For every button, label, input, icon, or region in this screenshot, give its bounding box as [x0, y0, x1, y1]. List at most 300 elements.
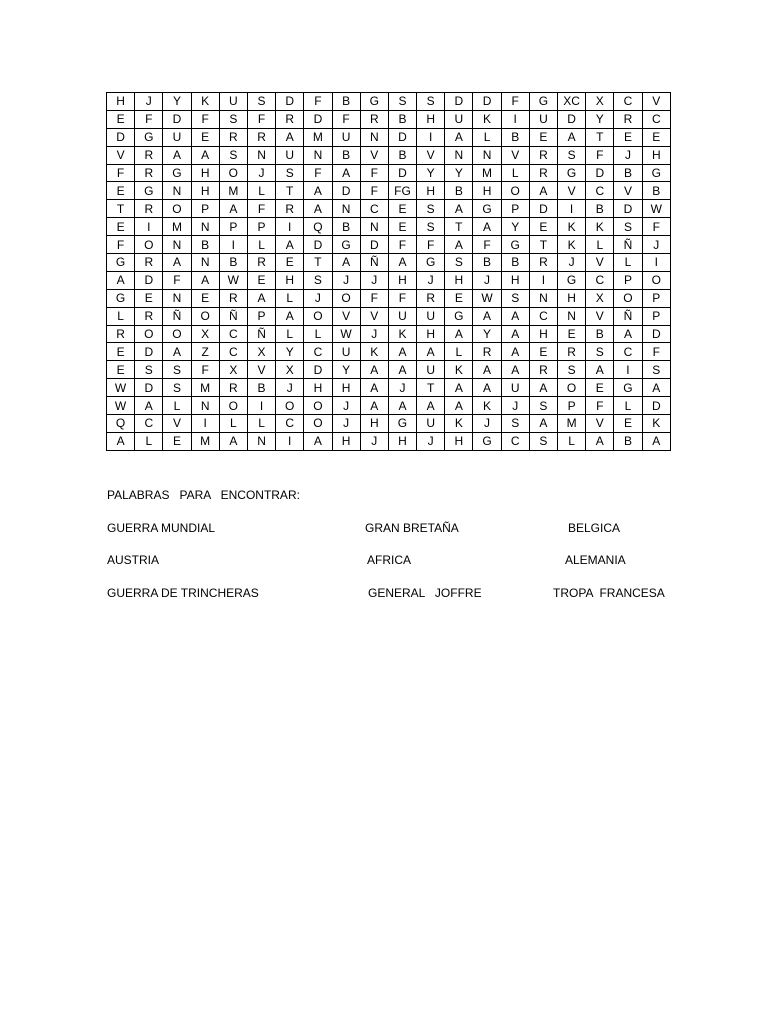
grid-cell: F	[388, 236, 416, 254]
grid-cell: S	[417, 93, 445, 111]
grid-cell: K	[473, 110, 501, 128]
grid-cell: R	[360, 110, 388, 128]
grid-cell: N	[332, 200, 360, 218]
grid-row	[107, 182, 671, 200]
grid-cell: B	[586, 200, 614, 218]
grid-cell: L	[586, 236, 614, 254]
grid-cell: C	[586, 271, 614, 289]
grid-cell: A	[332, 254, 360, 272]
grid-cell: A	[473, 361, 501, 379]
grid-cell: U	[445, 110, 473, 128]
grid-cell: N	[529, 289, 557, 307]
grid-cell: D	[135, 271, 163, 289]
grid-cell: R	[247, 128, 275, 146]
grid-cell: A	[360, 361, 388, 379]
grid-cell: A	[473, 307, 501, 325]
grid-cell: A	[445, 379, 473, 397]
word-gran-bretana: GRAN BRETAÑA	[365, 521, 459, 535]
grid-cell: A	[388, 361, 416, 379]
grid-cell: G	[135, 128, 163, 146]
words-heading: PALABRAS PARA ENCONTRAR:	[107, 488, 300, 502]
grid-cell: Y	[445, 164, 473, 182]
grid-cell: D	[360, 236, 388, 254]
grid-cell: I	[247, 397, 275, 415]
word-tropa-francesa: TROPA FRANCESA	[553, 586, 665, 600]
grid-cell: T	[586, 128, 614, 146]
grid-cell: A	[529, 415, 557, 433]
grid-cell: I	[417, 128, 445, 146]
grid-cell: G	[501, 236, 529, 254]
grid-cell: Ñ	[219, 307, 247, 325]
grid-cell: V	[558, 182, 586, 200]
grid-cell: U	[219, 93, 247, 111]
grid-cell: E	[614, 415, 642, 433]
grid-cell: O	[163, 325, 191, 343]
grid-cell: V	[107, 146, 135, 164]
grid-cell: G	[614, 379, 642, 397]
grid-cell: E	[445, 289, 473, 307]
grid-cell: G	[529, 93, 557, 111]
grid-cell: U	[417, 361, 445, 379]
grid-cell: H	[332, 432, 360, 450]
grid-cell: E	[191, 289, 219, 307]
grid-cell: X	[276, 361, 304, 379]
grid-cell: B	[473, 254, 501, 272]
grid-cell: R	[247, 254, 275, 272]
grid-cell: J	[360, 325, 388, 343]
grid-cell: R	[276, 110, 304, 128]
grid-cell: R	[473, 343, 501, 361]
grid-row	[107, 254, 671, 272]
grid-cell: A	[163, 343, 191, 361]
grid-cell: A	[360, 379, 388, 397]
grid-cell: A	[586, 432, 614, 450]
grid-cell: D	[135, 379, 163, 397]
grid-cell: XC	[558, 93, 586, 111]
grid-cell: J	[304, 289, 332, 307]
grid-cell: D	[163, 110, 191, 128]
grid-cell: A	[417, 397, 445, 415]
grid-cell: A	[135, 397, 163, 415]
grid-cell: E	[529, 128, 557, 146]
grid-cell: S	[529, 432, 557, 450]
grid-row	[107, 200, 671, 218]
grid-cell: A	[642, 379, 670, 397]
grid-cell: J	[332, 271, 360, 289]
grid-cell: J	[360, 271, 388, 289]
grid-cell: H	[191, 164, 219, 182]
grid-cell: Q	[304, 218, 332, 236]
grid-cell: S	[529, 397, 557, 415]
grid-cell: O	[501, 182, 529, 200]
grid-cell: N	[247, 432, 275, 450]
grid-cell: F	[586, 146, 614, 164]
grid-cell: G	[107, 254, 135, 272]
grid-cell: H	[388, 432, 416, 450]
grid-cell: E	[107, 182, 135, 200]
grid-cell: C	[304, 343, 332, 361]
grid-cell: B	[501, 254, 529, 272]
word-austria: AUSTRIA	[107, 553, 160, 567]
grid-cell: I	[135, 218, 163, 236]
grid-cell: E	[558, 325, 586, 343]
grid-cell: H	[191, 182, 219, 200]
grid-cell: G	[163, 164, 191, 182]
grid-cell: T	[417, 379, 445, 397]
grid-cell: H	[642, 146, 670, 164]
grid-cell: B	[586, 325, 614, 343]
word-alemania: ALEMANIA	[565, 553, 626, 567]
grid-cell: D	[558, 110, 586, 128]
grid-cell: K	[558, 218, 586, 236]
grid-cell: S	[445, 254, 473, 272]
grid-cell: O	[276, 397, 304, 415]
grid-cell: Z	[191, 343, 219, 361]
grid-cell: M	[191, 432, 219, 450]
grid-cell: H	[417, 182, 445, 200]
grid-cell: L	[501, 164, 529, 182]
grid-cell: E	[163, 432, 191, 450]
grid-cell: F	[501, 93, 529, 111]
grid-cell: V	[332, 307, 360, 325]
grid-cell: R	[135, 146, 163, 164]
grid-cell: P	[247, 218, 275, 236]
grid-cell: B	[332, 146, 360, 164]
grid-cell: B	[332, 93, 360, 111]
grid-cell: Ñ	[163, 307, 191, 325]
grid-cell: C	[219, 343, 247, 361]
grid-cell: J	[417, 432, 445, 450]
grid-row	[107, 432, 671, 450]
grid-cell: C	[219, 325, 247, 343]
grid-cell: C	[614, 343, 642, 361]
grid-cell: A	[445, 200, 473, 218]
grid-cell: D	[276, 93, 304, 111]
grid-cell: F	[360, 182, 388, 200]
grid-cell: C	[135, 415, 163, 433]
grid-cell: A	[276, 307, 304, 325]
grid-cell: N	[163, 289, 191, 307]
grid-cell: I	[501, 110, 529, 128]
grid-cell: S	[135, 361, 163, 379]
grid-cell: I	[276, 432, 304, 450]
grid-cell: V	[586, 415, 614, 433]
grid-cell: D	[614, 200, 642, 218]
grid-cell: P	[501, 200, 529, 218]
grid-cell: V	[247, 361, 275, 379]
grid-cell: A	[529, 379, 557, 397]
grid-cell: P	[219, 218, 247, 236]
grid-cell: A	[642, 432, 670, 450]
grid-cell: Y	[276, 343, 304, 361]
grid-cell: B	[445, 182, 473, 200]
grid-cell: A	[247, 289, 275, 307]
grid-cell: Y	[473, 325, 501, 343]
grid-cell: X	[247, 343, 275, 361]
grid-row	[107, 218, 671, 236]
grid-cell: J	[642, 236, 670, 254]
grid-row	[107, 361, 671, 379]
grid-cell: H	[332, 379, 360, 397]
grid-cell: N	[163, 182, 191, 200]
grid-cell: H	[417, 110, 445, 128]
grid-cell: M	[558, 415, 586, 433]
grid-cell: J	[501, 397, 529, 415]
grid-cell: W	[332, 325, 360, 343]
grid-cell: L	[304, 325, 332, 343]
grid-cell: J	[388, 379, 416, 397]
grid-cell: P	[558, 397, 586, 415]
grid-cell: P	[191, 200, 219, 218]
grid-cell: M	[473, 164, 501, 182]
grid-cell: X	[586, 93, 614, 111]
grid-cell: D	[388, 128, 416, 146]
grid-cell: L	[219, 415, 247, 433]
grid-cell: R	[107, 325, 135, 343]
grid-cell: A	[445, 397, 473, 415]
grid-cell: O	[219, 164, 247, 182]
grid-cell: B	[219, 254, 247, 272]
grid-cell: K	[586, 218, 614, 236]
grid-cell: R	[529, 164, 557, 182]
grid-cell: X	[586, 289, 614, 307]
grid-cell: D	[529, 200, 557, 218]
grid-row	[107, 379, 671, 397]
grid-cell: A	[191, 271, 219, 289]
grid-cell: F	[247, 200, 275, 218]
grid-cell: V	[642, 93, 670, 111]
grid-cell: G	[558, 271, 586, 289]
grid-cell: J	[417, 271, 445, 289]
grid-cell: H	[529, 325, 557, 343]
grid-row	[107, 93, 671, 111]
grid-cell: I	[642, 254, 670, 272]
grid-cell: A	[501, 343, 529, 361]
grid-cell: V	[586, 307, 614, 325]
grid-cell: F	[332, 110, 360, 128]
grid-cell: E	[388, 218, 416, 236]
grid-cell: G	[332, 236, 360, 254]
grid-cell: L	[276, 325, 304, 343]
grid-cell: B	[388, 110, 416, 128]
grid-cell: F	[191, 110, 219, 128]
grid-cell: A	[360, 397, 388, 415]
grid-cell: C	[276, 415, 304, 433]
grid-cell: A	[219, 432, 247, 450]
grid-cell: Ñ	[360, 254, 388, 272]
grid-cell: A	[304, 432, 332, 450]
word-guerra-de-trincheras: GUERRA DE TRINCHERAS	[107, 586, 259, 600]
grid-cell: C	[529, 307, 557, 325]
grid-cell: B	[191, 236, 219, 254]
grid-cell: B	[247, 379, 275, 397]
grid-cell: D	[445, 93, 473, 111]
grid-cell: U	[332, 128, 360, 146]
grid-cell: W	[473, 289, 501, 307]
grid-cell: S	[304, 271, 332, 289]
grid-cell: A	[501, 325, 529, 343]
grid-cell: S	[247, 93, 275, 111]
grid-cell: G	[135, 182, 163, 200]
grid-cell: E	[107, 218, 135, 236]
grid-cell: A	[586, 361, 614, 379]
grid-cell: G	[473, 432, 501, 450]
grid-cell: Y	[332, 361, 360, 379]
grid-cell: R	[219, 289, 247, 307]
grid-cell: N	[163, 236, 191, 254]
grid-cell: W	[107, 397, 135, 415]
grid-cell: A	[163, 254, 191, 272]
grid-cell: A	[107, 432, 135, 450]
grid-cell: U	[163, 128, 191, 146]
grid-cell: F	[360, 164, 388, 182]
grid-cell: O	[642, 271, 670, 289]
word-search-grid	[106, 92, 671, 451]
grid-cell: G	[388, 415, 416, 433]
grid-cell: S	[417, 218, 445, 236]
grid-cell: S	[388, 93, 416, 111]
grid-cell: D	[304, 361, 332, 379]
grid-cell: J	[473, 271, 501, 289]
grid-cell: J	[135, 93, 163, 111]
grid-cell: B	[332, 218, 360, 236]
grid-row	[107, 415, 671, 433]
grid-cell: G	[445, 307, 473, 325]
grid-cell: J	[276, 379, 304, 397]
grid-cell: P	[247, 307, 275, 325]
grid-row	[107, 128, 671, 146]
grid-cell: K	[473, 397, 501, 415]
grid-cell: O	[332, 289, 360, 307]
grid-cell: L	[614, 254, 642, 272]
grid-cell: V	[163, 415, 191, 433]
grid-cell: H	[276, 271, 304, 289]
grid-cell: X	[219, 361, 247, 379]
grid-cell: R	[529, 361, 557, 379]
grid-cell: FG	[388, 182, 416, 200]
grid-cell: E	[529, 343, 557, 361]
grid-cell: E	[135, 289, 163, 307]
grid-row	[107, 110, 671, 128]
grid-cell: O	[163, 200, 191, 218]
grid-row	[107, 397, 671, 415]
grid-cell: I	[276, 218, 304, 236]
grid-cell: A	[445, 128, 473, 146]
grid-cell: F	[107, 236, 135, 254]
grid-cell: E	[276, 254, 304, 272]
grid-cell: Q	[107, 415, 135, 433]
grid-cell: U	[388, 307, 416, 325]
grid-cell: N	[473, 146, 501, 164]
grid-row	[107, 343, 671, 361]
grid-cell: N	[191, 254, 219, 272]
grid-cell: K	[445, 415, 473, 433]
grid-cell: R	[417, 289, 445, 307]
grid-cell: R	[135, 307, 163, 325]
grid-cell: A	[501, 361, 529, 379]
grid-cell: H	[501, 271, 529, 289]
grid-row	[107, 164, 671, 182]
grid-cell: U	[501, 379, 529, 397]
grid-cell: J	[247, 164, 275, 182]
grid-cell: W	[642, 200, 670, 218]
grid-cell: L	[247, 182, 275, 200]
grid-cell: F	[304, 93, 332, 111]
grid-cell: E	[191, 128, 219, 146]
grid-cell: O	[135, 236, 163, 254]
grid-cell: J	[332, 415, 360, 433]
grid-cell: L	[276, 289, 304, 307]
grid-cell: L	[107, 307, 135, 325]
grid-cell: A	[445, 236, 473, 254]
grid-cell: H	[107, 93, 135, 111]
grid-cell: H	[445, 271, 473, 289]
grid-cell: A	[276, 236, 304, 254]
grid-cell: F	[135, 110, 163, 128]
grid-cell: S	[501, 415, 529, 433]
grid-cell: P	[642, 289, 670, 307]
word-guerra-mundial: GUERRA MUNDIAL	[107, 521, 216, 535]
grid-cell: W	[219, 271, 247, 289]
grid-cell: N	[360, 218, 388, 236]
grid-cell: L	[247, 236, 275, 254]
grid-cell: H	[558, 289, 586, 307]
grid-cell: J	[360, 432, 388, 450]
grid-cell: G	[473, 200, 501, 218]
grid-cell: D	[388, 164, 416, 182]
grid-cell: X	[191, 325, 219, 343]
grid-cell: Y	[417, 164, 445, 182]
grid-cell: L	[614, 397, 642, 415]
grid-cell: D	[332, 182, 360, 200]
word-africa: AFRICA	[367, 553, 412, 567]
grid-cell: A	[219, 200, 247, 218]
grid-cell: C	[360, 200, 388, 218]
grid-cell: F	[107, 164, 135, 182]
grid-cell: R	[529, 254, 557, 272]
grid-cell: F	[642, 218, 670, 236]
grid-cell: I	[529, 271, 557, 289]
grid-cell: A	[501, 307, 529, 325]
grid-cell: G	[558, 164, 586, 182]
grid-cell: N	[445, 146, 473, 164]
grid-cell: E	[614, 128, 642, 146]
grid-cell: L	[247, 415, 275, 433]
grid-cell: A	[614, 325, 642, 343]
grid-cell: A	[558, 128, 586, 146]
grid-cell: O	[191, 307, 219, 325]
grid-cell: D	[642, 325, 670, 343]
grid-cell: E	[586, 379, 614, 397]
grid-cell: J	[332, 397, 360, 415]
grid-cell: S	[163, 379, 191, 397]
grid-cell: W	[107, 379, 135, 397]
grid-cell: U	[276, 146, 304, 164]
grid-cell: T	[276, 182, 304, 200]
grid-cell: R	[135, 200, 163, 218]
grid-cell: P	[642, 307, 670, 325]
grid-cell: K	[191, 93, 219, 111]
grid-cell: O	[614, 289, 642, 307]
grid-row	[107, 236, 671, 254]
grid-cell: I	[614, 361, 642, 379]
grid-cell: N	[191, 397, 219, 415]
grid-cell: M	[191, 379, 219, 397]
grid-row	[107, 271, 671, 289]
grid-cell: F	[417, 236, 445, 254]
grid-cell: F	[247, 110, 275, 128]
grid-cell: R	[558, 343, 586, 361]
